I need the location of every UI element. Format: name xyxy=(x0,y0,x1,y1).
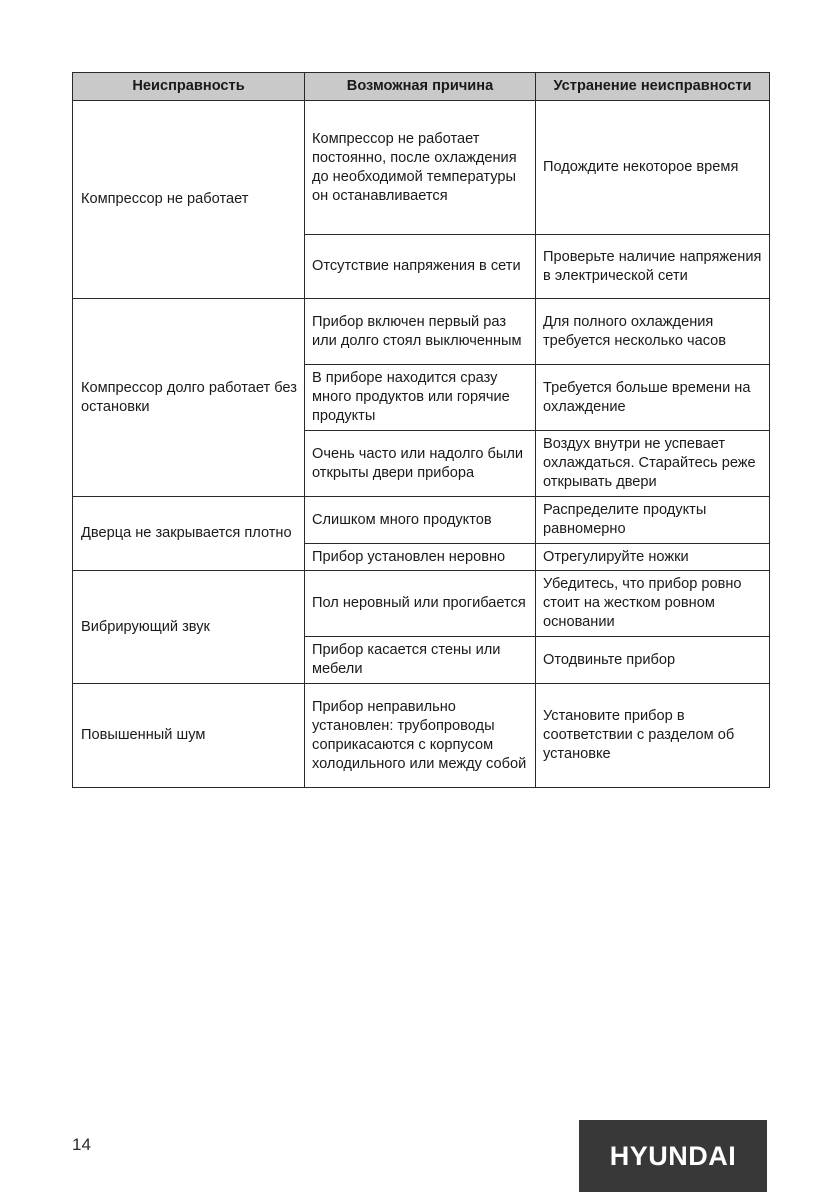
cause-cell: Слишком много продуктов xyxy=(305,497,536,544)
cause-cell: Прибор касается стены или мебели xyxy=(305,637,536,684)
remedy-cell: Подождите некоторое время xyxy=(536,101,770,235)
remedy-cell: Установите прибор в соответствии с разделом об установке xyxy=(536,684,770,788)
table-row xyxy=(73,684,770,788)
remedy-cell: Распределите продукты равномерно xyxy=(536,497,770,544)
fault-cell: Компрессор долго работает без остановки xyxy=(73,299,305,497)
cause-cell: Прибор неправильно установлен: трубопроводы соприкасаются с корпусом холодильного или между собой xyxy=(305,684,536,788)
cause-cell: Пол неровный или прогибается xyxy=(305,571,536,637)
brand-logo xyxy=(579,1120,767,1192)
remedy-cell: Воздух внутри не успевает охлаждаться. Старайтесь реже открывать двери xyxy=(536,431,770,497)
fault-cell: Вибрирующий звук xyxy=(73,571,305,684)
header-fault: Неисправность xyxy=(73,73,305,101)
remedy-cell: Убедитесь, что прибор ровно стоит на жестком ровном основании xyxy=(536,571,770,637)
remedy-cell: Требуется больше времени на охлаждение xyxy=(536,365,770,431)
header-cause: Возможная причина xyxy=(305,73,536,101)
remedy-cell: Отодвиньте прибор xyxy=(536,637,770,684)
fault-cell: Повышенный шум xyxy=(73,684,305,788)
brand-logo-text: HYUNDAI xyxy=(609,1140,737,1171)
table-row xyxy=(73,571,770,637)
cause-cell: Прибор установлен неровно xyxy=(305,544,536,571)
table-header xyxy=(73,73,770,101)
table-row xyxy=(73,299,770,365)
cause-cell: Прибор включен первый раз или долго стоял выключенным xyxy=(305,299,536,365)
header-remedy: Устранение неисправности xyxy=(536,73,770,101)
fault-cell: Дверца не закрывается плотно xyxy=(73,497,305,571)
remedy-cell: Проверьте наличие напряжения в электрической сети xyxy=(536,235,770,299)
table-row xyxy=(73,101,770,235)
cause-cell: Компрессор не работает постоянно, после охлаждения до необходимой температуры он останавливается xyxy=(305,101,536,235)
cause-cell: В приборе находится сразу много продуктов или горячие продукты xyxy=(305,365,536,431)
table-row xyxy=(73,497,770,544)
page-number: 14 xyxy=(72,1135,91,1154)
remedy-cell: Отрегулируйте ножки xyxy=(536,544,770,571)
table-body xyxy=(73,101,770,788)
cause-cell: Отсутствие напряжения в сети xyxy=(305,235,536,299)
troubleshooting-table xyxy=(72,72,770,788)
remedy-cell: Для полного охлаждения требуется несколько часов xyxy=(536,299,770,365)
fault-cell: Компрессор не работает xyxy=(73,101,305,299)
cause-cell: Очень часто или надолго были открыты двери прибора xyxy=(305,431,536,497)
